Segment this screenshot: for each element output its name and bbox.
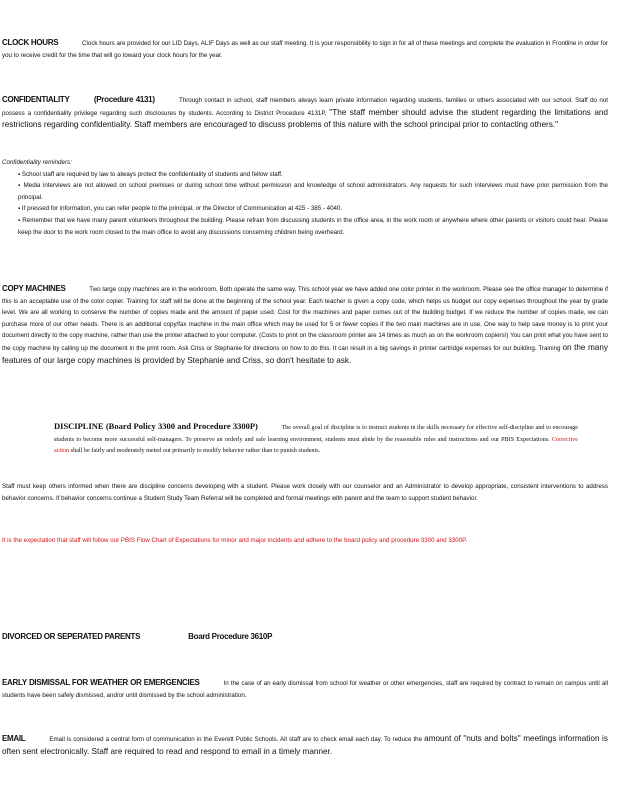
copy-machines-training: on the many features of our large copy machines is provided by Stephanie and Criss, so don't hesitate to ask.	[2, 342, 608, 365]
clock-hours-text: Clock hours are provided for our LID Days, ALIF Days as well as our staff meeting. It is your responsibility to sign in for all of these meetings and complete the evaluation in Frontline in order for you to receive credit for the time that will go toward your clock hours for the year.	[2, 40, 608, 59]
reminders-section	[2, 157, 608, 238]
discipline-text-2: shall be fairly and moderately meted out primarily to modify behavior rather than to punish students.	[70, 447, 321, 455]
divorced-section	[2, 631, 608, 643]
clock-hours-heading: CLOCK HOURS	[2, 38, 59, 47]
copy-machines-heading: COPY MACHINES	[2, 284, 66, 293]
confidentiality-quote: "The staff member should advise the student regarding the limitations and restrictions regarding confidentiality. Staff members are encouraged to discuss problems of this nature with the school principal prior to contacting others."	[2, 107, 608, 130]
copy-machines-text: Two large copy machines are in the workroom. Both operate the same way. This school year we have added one color printer in the workroom. Please see the office manager to determine if this is an acceptable use of the color copier. Training for staff will be done at the beginning of the school year. Each teacher is given a copy code, which helps us budget our copy expenses throughout the year by grade level. We are all working to conserve the number of copies made and the amount of paper used. Cost for the machines and paper comes out of the building budget. If we reduce the number of copies made, we can purchase more of our other needs. There is an additional copy/fax machine in the main office which may be used for 5 or fewer copies if the two main machines are in use. One way to help save money is to print your document directly to the copy machine, rather than use the printer attached to your computer. (Costs to print on the classroom printer are 14 times as much as on the workroom copiers!) You can print what you have sent to the copy machine by calling up the document in the print room. Ask Criss or Stephanie for directions on how to do this. It can result in a big savings in printer cartridge expenses for our building. Training	[2, 286, 608, 352]
expectation-section	[2, 535, 608, 547]
reminders-title: Confidentiality reminders:	[2, 159, 72, 166]
clock-hours-section	[2, 37, 608, 61]
discipline-section	[54, 421, 578, 457]
early-dismissal-heading: EARLY DISMISSAL FOR WEATHER OR EMERGENCIES	[2, 678, 200, 687]
confidentiality-heading: CONFIDENTIALITY	[2, 95, 70, 104]
confidentiality-procedure: (Procedure 4131)	[93, 95, 155, 104]
email-heading: EMAIL	[2, 734, 26, 743]
email-text-2: amount of "nuts and bolts" meetings information is often sent electronically. Staff are required to read and respond to email in a timely manner.	[2, 734, 608, 756]
corrective-action: Corrective action	[54, 435, 579, 455]
early-dismissal-section	[2, 677, 608, 701]
confidentiality-text: Through contact in school, staff members always learn private information regarding students, families or others associated with our school. Staff do not possess a confidentiality privilege regarding such disclosures by students. According to District Procedure 4131P,	[2, 97, 608, 117]
discipline-heading: DISCIPLINE (Board Policy 3300 and Procedure 3300P)	[54, 421, 258, 431]
staff-informed-section	[2, 481, 608, 504]
reminder-item: ▪ If pressed for information, you can refer people to the principal, or the Director of Communication at 425 - 385 - 4040.	[18, 205, 343, 213]
divorced-board: Board Procedure 3610P	[188, 632, 273, 641]
email-text: Email is considered a central form of communication in the Everett Public Schools. All staff are to check email each day. To reduce the	[49, 736, 423, 743]
discipline-text: The overall goal of discipline is to instruct students in the skills necessary for effective self-discipline and to encourage students to become more successful self-managers. To preserve an orderly and safe learning environment, students must abide by the reasonable rules and instructions and our PBIS Expectations.	[54, 424, 578, 443]
reminder-item: ▪ Media interviews are not allowed on school premises or during school time without permission and knowledge of school administrators. Any requests for such interviews must have prior permission from the principal.	[18, 182, 608, 201]
confidentiality-section	[2, 94, 608, 132]
divorced-heading: DIVORCED OR SEPERATED PARENTS	[2, 632, 141, 641]
email-section	[2, 733, 608, 758]
early-dismissal-text: In the case of an early dismissal from school for weather or other emergencies, staff are required by contract to remain on campus until all students have been safely dismissed, and/or until dismissed by the school administration.	[2, 680, 608, 699]
copy-machines-section	[2, 283, 608, 367]
reminder-item: ▪ Remember that we have many parent volunteers throughout the building. Please refrain from discussing students in the office area, in the work room or anywhere where other parents or visitors could hear. Please keep the door to the work room closed to the main office to avoid any discussions concerning children being overheard.	[18, 216, 608, 236]
staff-informed-text: Staff must keep others informed when there are discipline concerns developing with a student. Please work closely with our counselor and an Administrator to develop appropriate, consistent interventions to address behavior concerns. If behavior concerns continue a Student Study Team Referral will be completed and formal meetings with parent and the team to support student behavior.	[2, 483, 608, 502]
expectation-text: It is the expectation that staff will follow our PBIS Flow Chart of Expectations for minor and major incidents and adhere to the board policy and procedure 3300 and 3300P.	[2, 537, 468, 544]
reminder-item: ▪ School staff are required by law to always protect the confidentiality of students and fellow staff.	[18, 170, 283, 178]
